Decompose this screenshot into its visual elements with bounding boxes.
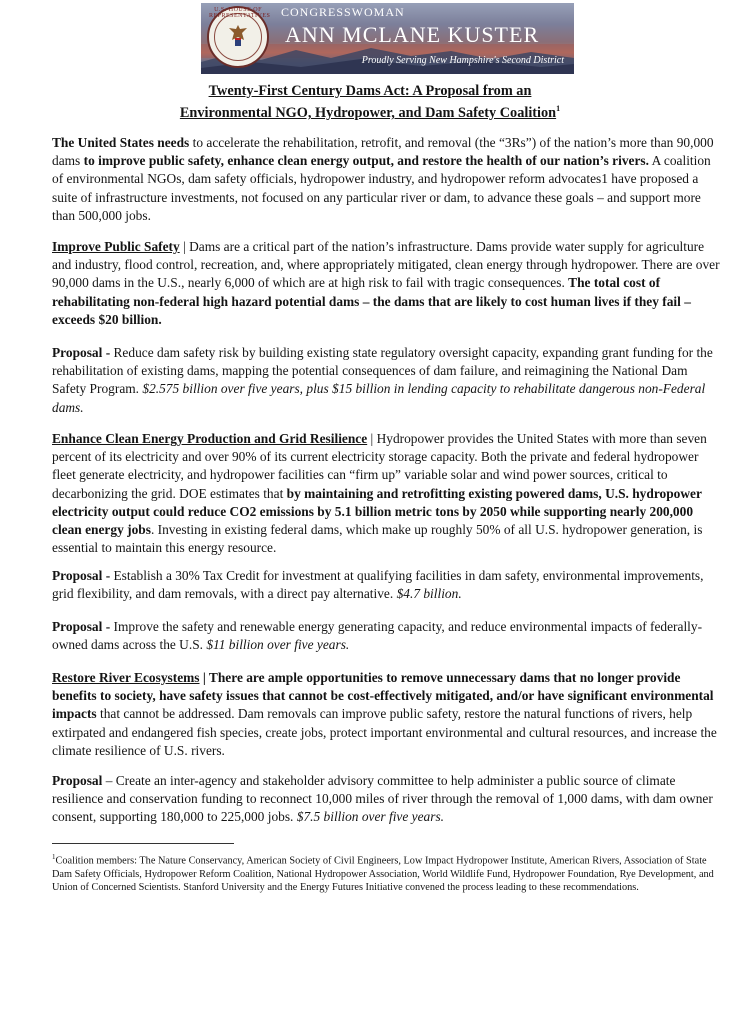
intro-text-1: to accelerate the rehabilitation, retrofit, and removal (the “3Rs”) of the nation’s more than 90,000 dams — [52, 135, 714, 169]
clean-energy-bold: by maintaining and retrofitting existing powered dams, U.S. hydropower electricity output could reduce CO2 emissions by 5.1 billion metric tons by 2050 while supporting nearly 200,000 clean energy jobs — [52, 485, 702, 538]
clean-energy-text-1: | Hydropower provides the United States with more than seven percent of its electricity and over 90% of its current electricity storage capacity. Both the private and federal hydropower fleet generate electricity, and hydropower facilities can “firm up” variable solar and wind power sources, critical to decarbonizing the grid. DOE estimates that — [52, 431, 707, 501]
proposal-cost: $2.575 billion over five years, plus $15 billion in lending capacity to rehabilitate dangerous non-Federal dams. — [52, 381, 706, 415]
intro-bold-2: to improve public safety, enhance clean energy output, and restore the health of our nation’s rivers. — [83, 153, 649, 169]
proposal-label: Proposal - — [52, 619, 111, 634]
intro-bold-1: The United States needs — [52, 135, 190, 150]
document-title — [0, 82, 740, 122]
banner-tagline: Proudly Serving New Hampshire's Second District — [361, 55, 564, 66]
proposal-cost: $11 billion over five years. — [206, 637, 350, 653]
title-line1: Twenty-First Century Dams Act: A Proposal from an — [208, 83, 532, 99]
banner-name: ANN MCLANE KUSTER — [285, 22, 540, 47]
seal-text: U.S. HOUSE OF REPRESENTATIVES — [209, 7, 271, 19]
river-ecosystems-bold: | There are ample opportunities to remove unnecessary dams that no longer provide benefits to society, have safety issues that cannot be cost-effectively mitigated, and/or have significant environmental impacts — [52, 670, 714, 722]
public-safety-text: | Dams are a critical part of the nation’s infrastructure. Dams provide water supply for agriculture and industry, flood control, recreation, and, where appropriately mitigated, clean energy through hydropower. There are over 90,000 dams in the U.S., nearly 6,000 of which are at high risk to fail with tragic consequences. — [52, 239, 720, 291]
proposal-label: Proposal - — [52, 345, 111, 360]
title-footnote-ref: 1 — [556, 104, 561, 113]
proposal-cost: $4.7 billion. — [396, 586, 462, 602]
proposal-text: – Create an inter-agency and stakeholder advisory committee to help administer a public source of climate resilience and conservation funding to reconnect 10,000 miles of river through the removal of 1,000 dams, with dam owner consent, supporting 180,000 to 225,000 jobs. — [52, 773, 713, 825]
proposal-tax-credit — [52, 567, 720, 603]
footnote-number: 1 — [52, 853, 56, 861]
river-ecosystems-text: that cannot be addressed. Dam removals can improve public safety, restore the natural functions of rivers, help extirpated and endangered fish species, create jobs, protect important environmental and cultural resources, and increase the climate resilience of U.S. rivers. — [52, 706, 717, 758]
banner-line1: CONGRESSWOMAN — [281, 5, 405, 19]
proposal-text: Establish a 30% Tax Credit for investment at qualifying facilities in dam safety, environmental improvements, grid flexibility, and dam removals, with a direct pay alternative. — [52, 568, 704, 602]
proposal-dam-safety — [52, 344, 720, 417]
letterhead-banner — [201, 3, 574, 74]
proposal-text: Improve the safety and renewable energy generating capacity, and reduce environmental impacts of federally-owned dams across the U.S. — [52, 619, 703, 653]
proposal-label: Proposal - — [52, 568, 111, 583]
river-ecosystems-section — [52, 669, 720, 760]
intro-text-2: A coalition of environmental NGOs, dam safety officials, hydropower industry, and hydropower reform advocates1 have proposed a suite of infrastructure investments, not focused on any particular river or dam, to advance these goals – and support more than 500,000 jobs. — [52, 153, 711, 223]
proposal-text: Reduce dam safety risk by building existing state regulatory oversight capacity, expanding grant funding for the rehabilitation of existing dams, mapping the potential consequences of dam failure, and reimagining the National Dam Safety Program. — [52, 345, 713, 397]
public-safety-heading: Improve Public Safety — [52, 239, 180, 254]
clean-energy-text-2: . Investing in existing federal dams, which make up roughly 50% of all U.S. hydropower generation, is essential to maintain this energy resource. — [52, 522, 703, 556]
proposal-river-reconnection — [52, 772, 720, 827]
clean-energy-heading: Enhance Clean Energy Production and Grid Resilience — [52, 431, 368, 446]
proposal-federal-dams — [52, 618, 720, 654]
public-safety-section — [52, 238, 720, 329]
title-line2: Environmental NGO, Hydropower, and Dam Safety Coalition — [179, 104, 557, 121]
footnote — [52, 851, 720, 894]
proposal-label: Proposal — [52, 773, 103, 788]
footnote-text: Coalition members: The Nature Conservancy, American Society of Civil Engineers, Low Impact Hydropower Institute, American Rivers, Association of State Dam Safety Officials, Hydropower Reform Coalition, National Hydropower Association, World Wildlife Fund, Hydropower Foundation, Rye Development, and Union of Concerned Scientists. Stanford University and the Energy Futures Initiative convened the process leading to these recommendations. — [52, 855, 714, 893]
footnote-divider — [52, 843, 234, 844]
public-safety-bold: The total cost of rehabilitating non-federal high hazard potential dams – the dams that are likely to cost human lives if they fail – exceeds $20 billion. — [52, 275, 691, 327]
proposal-cost: $7.5 billion over five years. — [296, 809, 445, 825]
eagle-icon — [226, 22, 250, 52]
intro-paragraph — [52, 134, 720, 225]
clean-energy-section — [52, 430, 720, 557]
river-ecosystems-heading: Restore River Ecosystems — [52, 670, 200, 685]
house-seal-icon — [207, 6, 269, 68]
